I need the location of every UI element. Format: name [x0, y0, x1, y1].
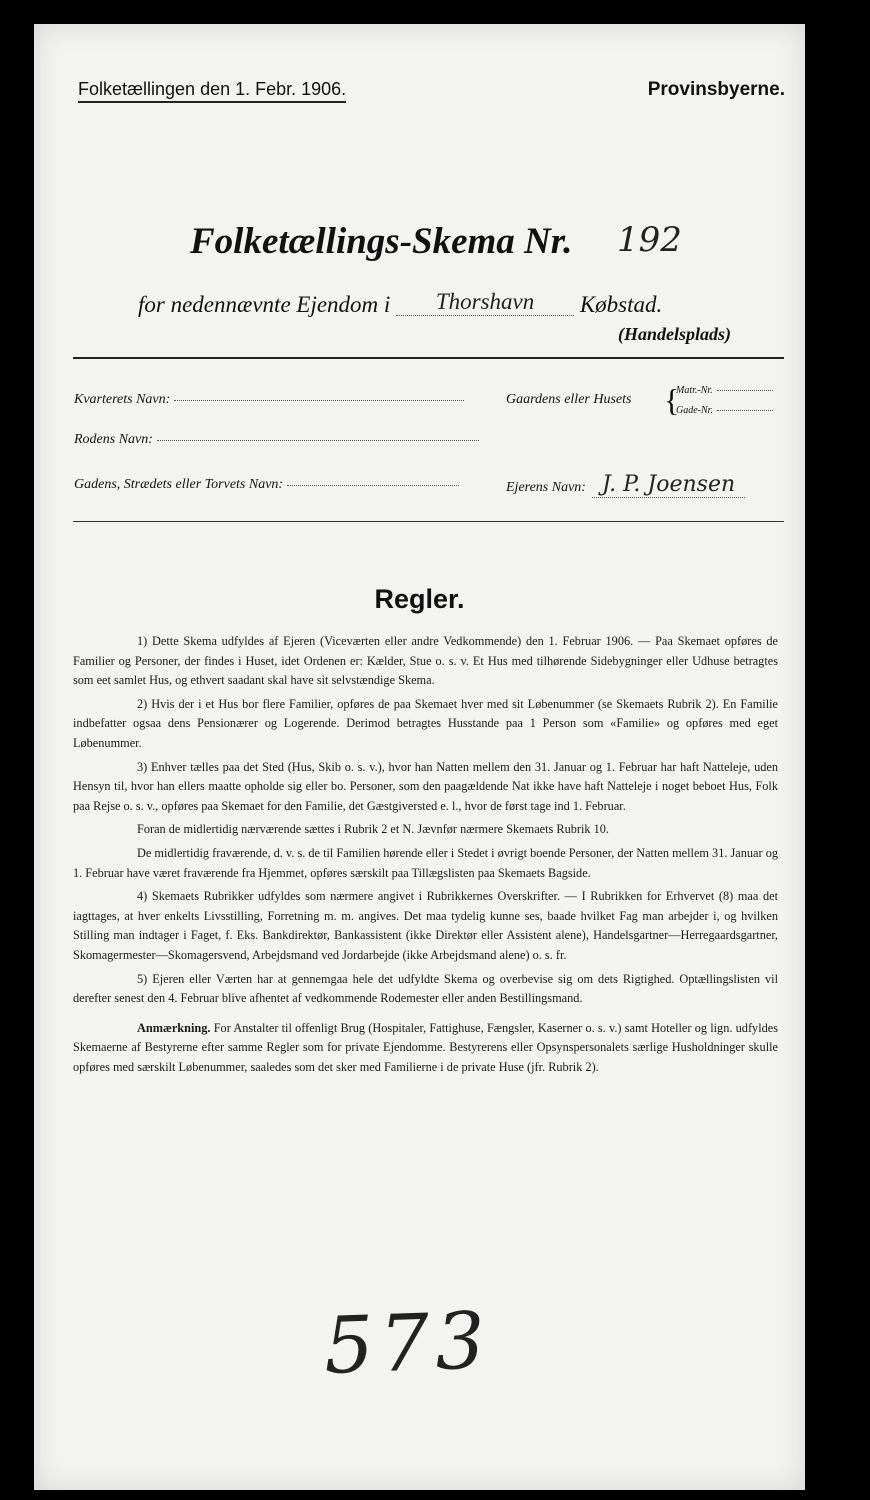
- district-name-blank: [157, 439, 479, 441]
- property-prefix: for nedennævnte Ejendom i: [138, 292, 391, 317]
- gade-nr-field: [676, 405, 773, 416]
- quarter-name-blank: [174, 399, 464, 401]
- rule-3-absent: De midlertidig fraværende, d. v. s. de til Familien hørende eller i Stedet i øvrigt boende Personer, der Natten mellem 31. Januar og 1. Februar have været fraværende fra Hjemmet, opføres særskilt paa Tillægslisten paa Skemaets Bagside.: [73, 845, 778, 880]
- bottom-divider: [73, 521, 784, 522]
- rule-2: 2) Hvis der i et Hus bor flere Familier, opføres de paa Skemaet hver med sit Løbenummer (se Skemaets Rubrik 2). En Familie indbefatter ogsaa dens Pensionærer og Logerende. Derimod betragtes Husstande paa 1 Person som «Familie» og opføres med eget Løbenummer.: [73, 696, 778, 750]
- owner-name-label: Ejerens Navn:: [506, 480, 586, 495]
- gade-nr-label: Gade-Nr.: [676, 405, 713, 416]
- property-label: Gaardens eller Husets: [506, 392, 632, 407]
- gade-nr-blank: [717, 410, 773, 411]
- rules-body: [73, 632, 778, 1081]
- remark-text: For Anstalter til offenligt Brug (Hospitaler, Fattighuse, Fængsler, Kaserner o. s. v.) samt Hoteller og lign. udfyldes Skemaerne af Bestyrerne efter samme Regler som for private Ejendomme. Bestyrerens eller Opsynspersonalets særlige Husholdninger skulle opføres med særskilt Løbenummer, saaledes som det sker med Familierne i de private Huse (jfr. Rubrik 2).: [73, 1020, 778, 1074]
- form-number-handwritten: 192: [617, 220, 682, 260]
- owner-name-field: [506, 472, 745, 498]
- district-name-label: Rodens Navn:: [74, 432, 153, 447]
- remark: [73, 1019, 778, 1078]
- rule-4: 4) Skemaets Rubrikker udfyldes som nærmere angivet i Rubrikkernes Overskrifter. — I Rubrikken for Erhvervet (8) maa det iagttages, at hver enkelts Livsstilling, Forretning m. m. angives. Det maa tydelig kunne ses, baade hvilket Fag man arbejder i, og hvilken Stilling man indtager i Faget, f. Eks. Bankdirektør, Bankassistent (ikke Direktør eller Assistent alene), Handelsgartner—Herregaardsgartner, Skomagermester—Skomagersvend, Arbejdsmand ved Jordarbejde (ikke Arbejdsmand alene) o. s. fr.: [73, 889, 778, 962]
- quarter-name-field: [74, 392, 464, 408]
- matr-nr-blank: [717, 390, 773, 391]
- rule-3: 3) Enhver tælles paa det Sted (Hus, Skib o. s. v.), hvor han Natten mellem den 31. Januar og 1. Februar har haft Natteleje, uden Hensyn til, hvor han ellers maatte opholde sig eller bo. Personer, som den paagældende Nat ikke have haft Natteleje i noget beboet Hus, Folk paa Rejse o. s. v., opføres paa Skemaet for den Familie, det Gæstgiversted e. l., hvor de først tage ind 1. Februar.: [73, 759, 778, 813]
- district-name-field: [74, 432, 479, 448]
- remark-lead: Anmærkning.: [137, 1020, 211, 1035]
- rule-3-present: Foran de midlertidig nærværende sættes i Rubrik 2 et N. Jævnfør nærmere Skemaets Rubrik 10.: [137, 822, 610, 837]
- owner-name-handwritten: J. P. Joensen: [592, 472, 745, 498]
- property-suffix: Købstad.: [579, 292, 663, 317]
- handwritten-number: 573: [322, 1296, 493, 1392]
- form-title: Folketællings-Skema Nr.: [190, 221, 573, 262]
- street-name-field: [74, 477, 459, 493]
- region-header: Provinsbyerne.: [647, 79, 785, 100]
- top-divider: [73, 357, 784, 359]
- town-handwritten: Thorshavn: [396, 289, 574, 316]
- census-date-header: Folketællingen den 1. Febr. 1906.: [78, 79, 346, 103]
- street-name-blank: [287, 484, 459, 486]
- street-name-label: Gadens, Strædets eller Torvets Navn:: [74, 477, 284, 492]
- brace-symbol: {: [664, 382, 680, 418]
- quarter-name-label: Kvarterets Navn:: [74, 392, 171, 407]
- trading-place-note: (Handelsplads): [618, 324, 732, 344]
- rule-5: 5) Ejeren eller Værten har at gennemgaa hele det udfyldte Skema og overbevise sig om dets Rigtighed. Optællingslisten vil derefter senest den 4. Februar blive afhentet af vedkommende Rodemester eller anden Bestillingsmand.: [73, 971, 778, 1006]
- matr-nr-label: Matr.-Nr.: [676, 385, 713, 396]
- census-form-page: [34, 24, 805, 1490]
- property-line: [138, 289, 663, 319]
- matr-nr-field: [676, 385, 773, 396]
- rule-1: 1) Dette Skema udfyldes af Ejeren (Viceværten eller andre Vedkommende) den 1. Februar 1906. — Paa Skemaet opføres de Familier og Personer, der findes i Huset, idet Ordenen er: Kælder, Stue o. s. v. Et Hus med tilhørende Sidebygninger eller Udhuse betragtes som eet samlet Hus, og ethvert saadant skal have sit selvstændige Skema.: [73, 634, 778, 688]
- rules-heading: Regler.: [374, 584, 465, 614]
